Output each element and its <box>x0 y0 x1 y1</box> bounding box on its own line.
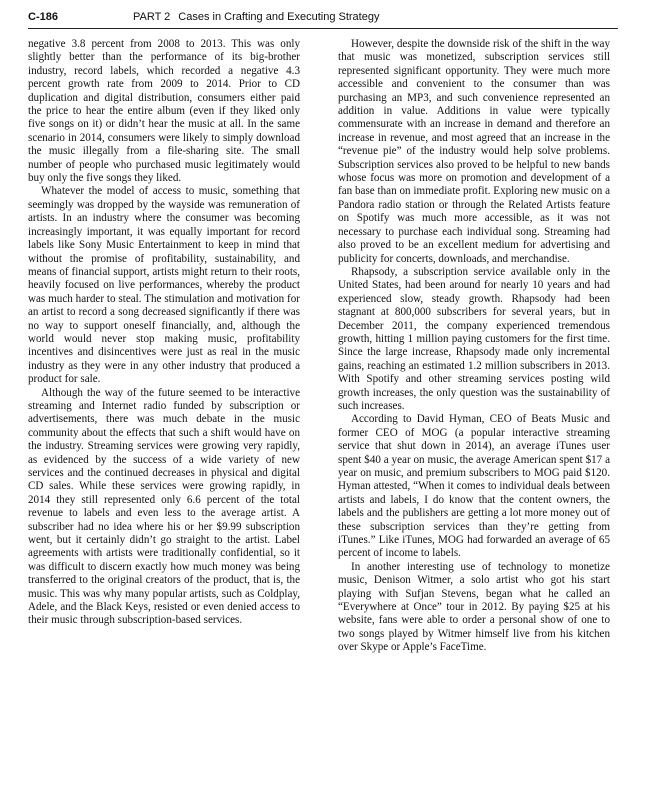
paragraph: Rhapsody, a subscription service available only in the United States, had been around for nearly 10 years and had experienced slow, steady growth. Rhapsody had been stagnant at 800,000 subscribers for several years, but in December 2011, the company experienced tremendous growth, hitting 1 million paying customers for the first time. Since the large increase, Rhapsody made only incremental gains, reaching an estimated 1.2 million subscribers in 2013. With Spotify and other streaming services posting wild growth increases, the only question was the sustainability of such increases. <box>338 265 610 412</box>
running-header <box>28 11 618 27</box>
paragraph: Although the way of the future seemed to be interactive streaming and Internet radio funded by subscription or advertisements, there was much debate in the music community about the effects that such a shift would have on the industry. Streaming services were growing very rapidly, as evidenced by the success of a wide variety of new services and the continued decreases in physical and digital CD sales. While these services were growing rapidly, in 2014 they still represented only 6.6 percent of the total revenue to labels and even less to the average artist. A subscriber had no idea where his or her $9.99 subscription went, but it certainly didn’t go straight to the artist. Label agreements with artists were traditionally confidential, so it was difficult to discern exactly how much money was being transferred to the original creators of the product, that is, the music. This was why many popular artists, such as Coldplay, Adele, and the Black Keys, resisted or even denied access to their music through subscription-based services. <box>28 386 300 627</box>
running-title <box>133 11 379 23</box>
page-number: C-186 <box>28 11 58 23</box>
right-column <box>338 38 610 798</box>
header-rule <box>28 28 618 29</box>
part-label: PART 2 <box>133 11 171 23</box>
part-title: Cases in Crafting and Executing Strategy <box>178 11 380 23</box>
paragraph: In another interesting use of technology to monetize music, Denison Witmer, a solo artist who got his start playing with Sufjan Stevens, began what he called an “Everywhere at Once” tour in 2012. By paying $25 at his website, fans were able to order a personal show of one to two songs played by Witmer himself live from his kitchen over Skype or Apple’s FaceTime. <box>338 560 610 654</box>
left-column <box>28 38 300 798</box>
paragraph: According to David Hyman, CEO of Beats Music and former CEO of MOG (a popular interactive streaming service that shut down in 2014), an average iTunes user spent $40 a year on music, the average American spent $17 a year on music, and premium subscribers to MOG paid $120. Hyman attested, “When it comes to individual deals between artists and labels, I do know that the content owners, the labels and the publishers are getting a lot more money out of these subscription services than they’re getting from iTunes.” Like iTunes, MOG had forwarded an average of 65 percent of income to labels. <box>338 413 610 560</box>
paragraph: However, despite the downside risk of the shift in the way that music was monetized, subscription services still represented significant opportunity. They were much more accessible and convenient to the consumer than was purchasing an MP3, and such convenience represented an addition in value. Additions in value were typically commensurate with an increase in demand and therefore an increase in revenue, and most agreed that an increase in the “revenue pie” of the industry would help solve problems. Subscription services also proved to be helpful to new bands whose focus was more on promotion and development of a fan base than on immediate profit. Exploring new music on a Pandora radio station or through the Related Artists feature on Spotify was much more accessible, as it was not necessary to purchase each individual song. Streaming had also proved to be an excellent medium for advertising and publicity for concerts, downloads, and merchandise. <box>338 38 610 265</box>
paragraph: negative 3.8 percent from 2008 to 2013. This was only slightly better than the performance of its big-brother industry, record labels, which recorded a negative 4.3 percent growth rate from 2009 to 2014. Prior to CD duplication and digital distribution, consumers either paid the price to hear the entire album (even if they liked only five songs on it) or didn’t hear the music at all. In the same scenario in 2014, consumers were likely to simply download the music illegally from a file-sharing site. The small number of people who purchased music legitimately would buy only the five songs they liked. <box>28 38 300 185</box>
paragraph: Whatever the model of access to music, something that seemingly was dropped by the wayside was remuneration of artists. In an industry where the consumer was becoming increasingly important, it was equally important for record labels like Sony Music Entertainment to keep in mind that without the promise of profitability, sustainability, and means of financial support, artists might return to their roots, heavily focused on live performances, whereby the product was much harder to steal. The stimulation and motivation for an artist to record a song decreased significantly if there was no way to support oneself financially, and, although the world would never stop making music, profitability incentives and disincentives were just as real in the music industry as they were in any other industry that produced a product for sale. <box>28 185 300 386</box>
